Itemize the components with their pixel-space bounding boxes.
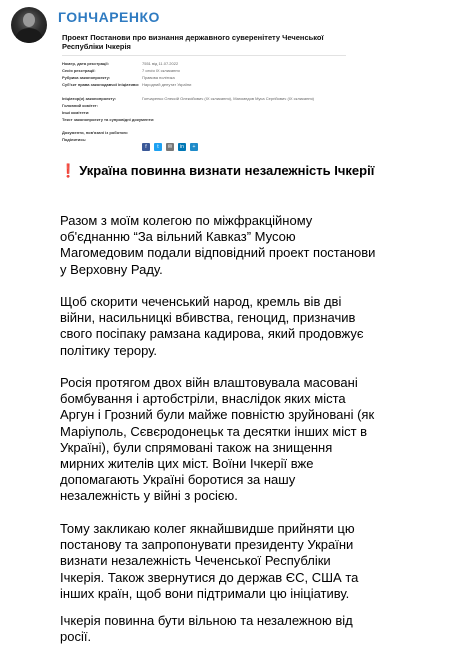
document-divider (62, 55, 346, 56)
field-value: 7551 від 11.07.2022 (142, 61, 179, 66)
field-label: Інші комітети: (62, 110, 90, 115)
post-paragraph: Щоб скорити чеченський народ, кремль вів дві війни, насильницкі вбивства, геноцид, призначив свого посіпаку рамзана кадирова, який продовжує політику терору. (60, 294, 364, 358)
field-label: Головний комітет: (62, 103, 99, 108)
post-headline-text: Україна повинна визнати незалежність Ічкерії (79, 163, 375, 178)
avatar-shoulders (16, 28, 42, 43)
field-label: Рубрика законопроекту: (62, 75, 111, 80)
field-label: Поділитись: (62, 137, 87, 142)
field-label: Суб'єкт права законодавчої ініціативи: (62, 82, 140, 87)
field-value: Народний депутат України (142, 82, 192, 87)
field-label: Сесія реєстрації: (62, 68, 96, 73)
post-paragraph: Разом з моїм колегою по міжфракційному об'єднанню “За вільний Кавказ” Мусою Магомедовим подали відповідний проект постанови у Верховну Раду. (60, 213, 376, 277)
field-label: Ініціатор(и) законопроекту: (62, 96, 116, 101)
post-paragraph: Росія протягом двох війн влаштовувала масовані бомбування і артобстріли, внаслідок яких міста Аргун і Грозний були майже повністю зруйновані (як Маріуполь, Сєвєродонецьк та десятки інших міст в Україні), були спрямовані також на знищення мирних жителів цих міст. Воїни Ічкерії вже допомагають Україні боротися за нашу незалежність у війні з росією. (60, 375, 375, 504)
share-twitter-icon[interactable]: t (154, 143, 162, 151)
channel-name[interactable]: ГОНЧАРЕНКО (58, 9, 160, 25)
field-label: Номер, дата реєстрації: (62, 61, 109, 66)
field-value: Гончаренко Олексій Олексійович (IX скликання), Магомедов Муса Сергійович (IX скликання) (142, 96, 315, 101)
share-more-icon[interactable]: + (190, 143, 198, 151)
share-facebook-icon[interactable]: f (142, 143, 150, 151)
field-value: 7 сесія IX скликання (142, 68, 180, 73)
post-paragraph: Ічкерія повинна бути вільною та незалежною від росії. (60, 613, 353, 645)
field-label: Текст законопроекту та супровідні документи: (62, 117, 155, 122)
field-value: Правова політика (142, 75, 175, 80)
field-label: Документи, пов'язані із роботою: (62, 130, 129, 135)
document-title: Проект Постанови про визнання державного суверенітету Чеченської Республіки Ічкерія (62, 33, 324, 51)
post-paragraph: Тому закликаю колег якнайшвидше прийняти цю постанову та запропонувати президенту України визнати незалежність Чеченської Республіки Ічкерія. Також звернутися до держав ЄС, США та інших країн, щоб вони підтримали цю ініціативу. (60, 521, 359, 601)
exclamation-icon: ❗ (60, 163, 77, 178)
post-headline (60, 163, 380, 180)
document-screenshot[interactable] (58, 28, 350, 156)
share-email-icon[interactable]: ✉ (167, 144, 173, 150)
avatar-head (23, 13, 35, 27)
channel-avatar[interactable] (11, 7, 47, 43)
share-linkedin-icon[interactable]: in (178, 143, 186, 151)
